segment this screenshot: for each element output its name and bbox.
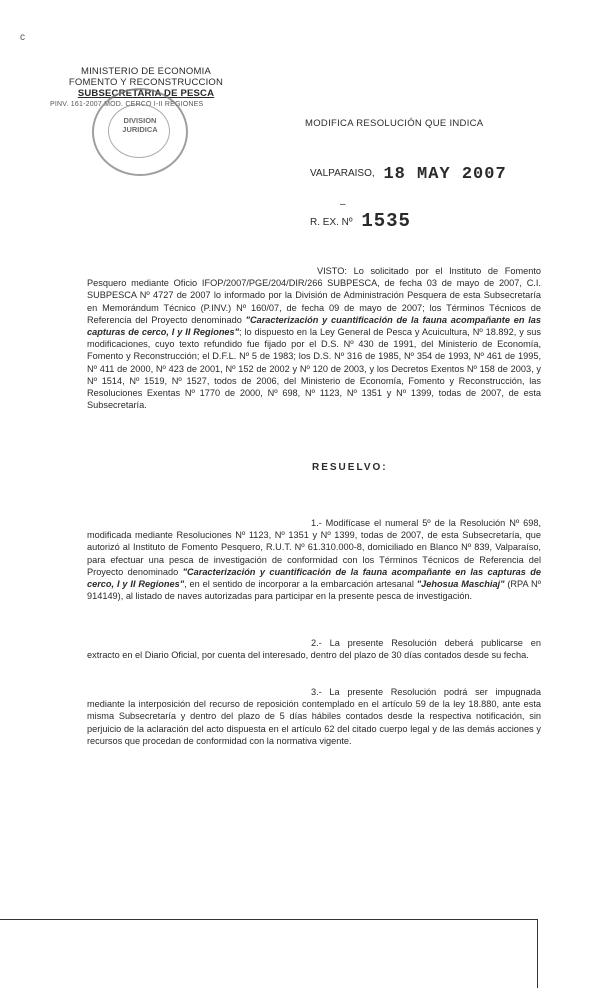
resuelvo-heading: RESUELVO: [312, 462, 388, 473]
place-date [310, 163, 507, 182]
resolution-number [310, 199, 411, 232]
bottom-rule [0, 919, 538, 920]
visto-paragraph [87, 265, 541, 411]
date-stamp: 18 MAY 2007 [383, 165, 507, 184]
bottom-vertical-rule [537, 919, 538, 988]
letterhead-ministry: MINISTERIO DE ECONOMIA [80, 66, 212, 77]
corner-mark: c [20, 32, 25, 43]
visto-lead: VISTO: [317, 266, 347, 276]
letterhead-ministry-2: FOMENTO Y RECONSTRUCCION [68, 77, 224, 88]
item-1-text-c: (RPA Nº 914149), al listado de naves autorizadas para participar en la presente pesca de investigación. [87, 579, 541, 602]
item-1-text-a: 1.- Modifícase el numeral 5º de la Resolución Nº 698, modificada mediante Resoluciones Nº 1123, Nº 1351 y Nº 1399, todas de 2007, de esta Subsecretaría, que autorizó al Instituto de Fomento Pesquero, R.U.T. Nº 61.310.000-8, domiciliado en Blanco Nº 839, Valparaíso, para efectuar una pesca de investigación de conformidad con los Términos Técnicos de Referencia del Proyecto denominado [87, 518, 541, 577]
juridica-stamp [92, 88, 188, 176]
place: VALPARAISO, [310, 168, 375, 179]
resolution-label: R. EX. Nº [310, 217, 353, 228]
visto-text-a: Lo solicitado por el Instituto de Fomento Pesquero mediante Oficio IFOP/2007/PGE/204/DIR/266 SUBPESCA, de fecha 03 de mayo de 2007, C.I. SUBPESCA Nº 4727 de 2007 lo informado por la División de Administración Pesquera de esta Subsecretaría en Memorándum Técnico (P.INV.) Nº 160/07, de fecha 09 de mayo de 2007; los Términos Técnicos de Referencia del Proyecto denominado [87, 266, 541, 325]
item-1-vessel-name: "Jehosua Maschiaj" [416, 579, 505, 590]
visto-project-title: "Caracterización y cuantificación de la fauna acompañante en las capturas de cerco, I y II Regiones" [87, 314, 541, 338]
resolution-item-3: 3.- La presente Resolución podrá ser impugnada mediante la interposición del recurso de reposición contemplado en el artículo 59 de la ley 18.880, ante esta misma Subsecretaría y dentro del plazo de 5 días hábiles contados desde la respectiva notificación, sin perjuicio de la aclaración del acto dispuesta en el artículo 62 del citado cuerpo legal y de las demás acciones y recursos que procedan de conformidad con la normativa vigente. [87, 687, 541, 746]
letterhead-subsecretaria: SUBSECRETARIA DE PESCA [77, 88, 215, 99]
resolution-number-value: 1535 [361, 210, 411, 232]
dash-mark: – [340, 199, 346, 210]
resolution-item-1 [87, 517, 541, 602]
item-1-text-b: , en el sentido de incorporar a la embarcación artesanal [184, 579, 417, 590]
item-1-project-title: "Caracterización y cuantificación de la fauna acompañante en las capturas de cerco, I y II Regiones" [87, 566, 541, 590]
stamp-text [94, 116, 186, 134]
reference-title: MODIFICA RESOLUCIÓN QUE INDICA [305, 118, 484, 129]
resolution-item-2: 2.- La presente Resolución deberá publicarse en extracto en el Diario Oficial, por cuenta del interesado, dentro del plazo de 30 días contados desde su fecha. [87, 638, 541, 661]
stamp-line-2: JURIDICA [122, 125, 158, 134]
letterhead-ref: PINV. 161-2007 MOD. CERCO I-II REGIONES [50, 101, 204, 108]
stamp-line-1: DIVISION [123, 116, 157, 125]
visto-text-b: ; lo dispuesto en la Ley General de Pesca y Acuicultura, Nº 18.892, y sus modificaciones, cuyo texto refundido fue fijado por el D.S. Nº 430 de 1991, del Ministerio de Economía, Fomento y Reconstrucción; el D.F.L. Nº 5 de 1983; los D.S. Nº 316 de 1985, Nº 354 de 1993, Nº 461 de 1995, Nº 411 de 2000, Nº 423 de 2001, Nº 152 de 2002 y Nº 120 de 2003, y los Decretos Exentos Nº 158 de 2003, y Nº 1514, Nº 1519, Nº 1527, todos de 2006, del Ministerio de Economía, Fomento y Reconstrucción, las Resoluciones Exentas Nº 1770 de 2000, Nº 698, Nº 1123, Nº 1351 y Nº 1399, todas de 2007, de esta Subsecretaría. [87, 327, 541, 411]
